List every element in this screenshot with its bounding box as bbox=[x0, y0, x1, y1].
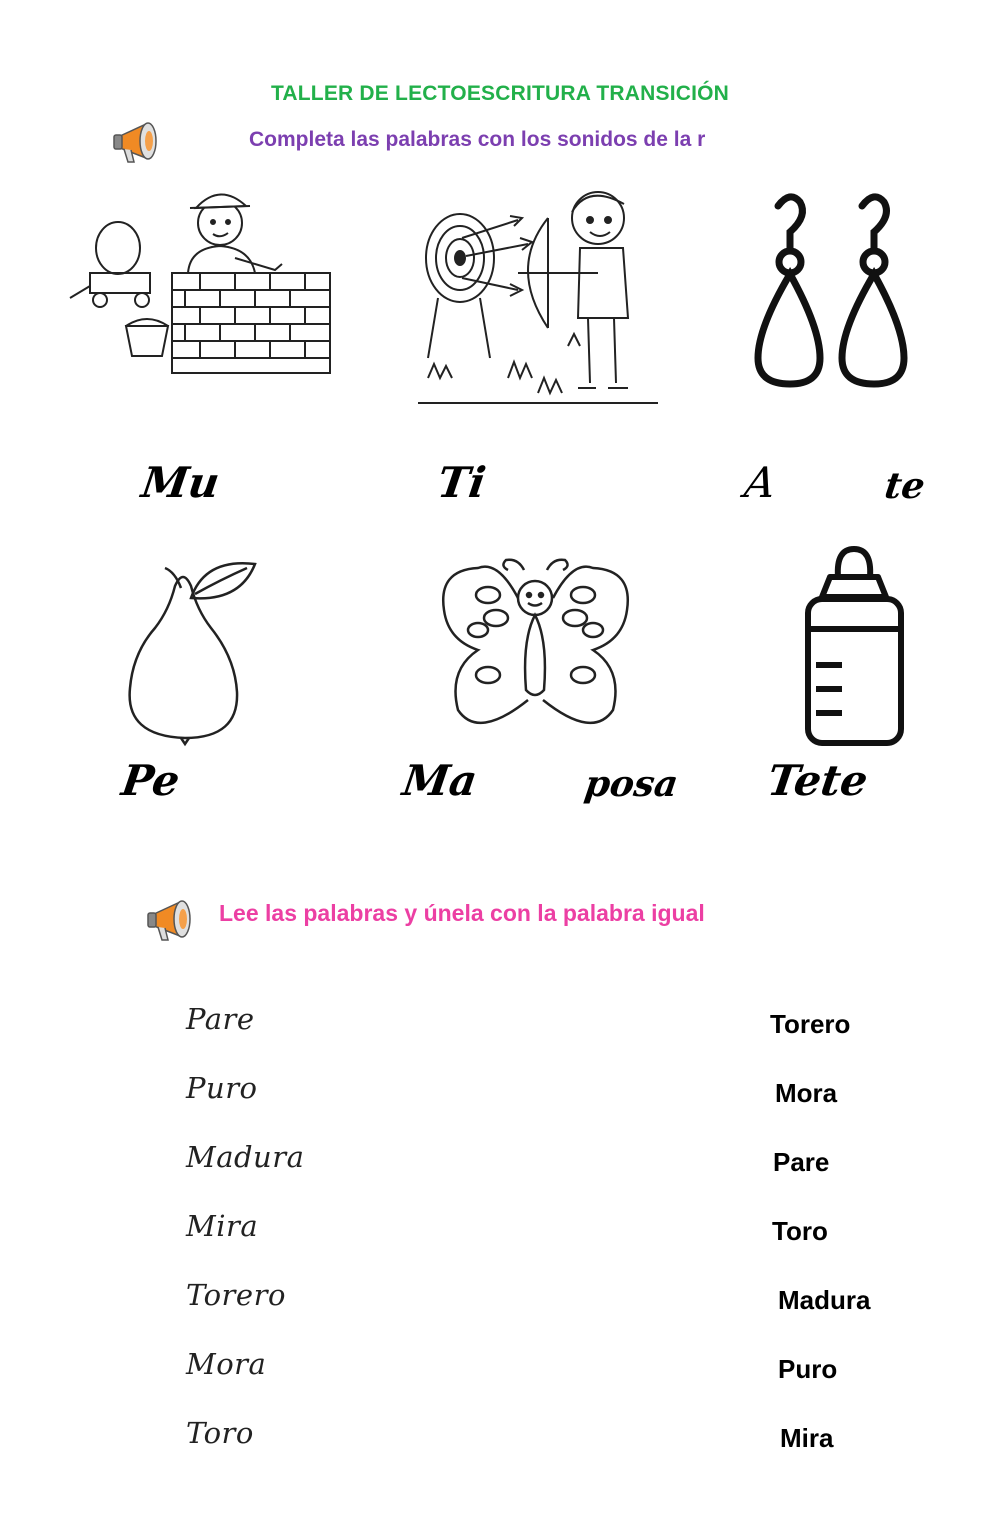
left-word-torero[interactable]: Torero bbox=[186, 1278, 286, 1312]
megaphone-icon[interactable] bbox=[146, 896, 202, 944]
right-word-madura[interactable]: Madura bbox=[778, 1285, 871, 1315]
page-title: TALLER DE LECTOESCRITURA TRANSICIÓN bbox=[270, 82, 730, 105]
right-word-puro[interactable]: Puro bbox=[778, 1354, 838, 1384]
bricklayer-picture bbox=[70, 178, 335, 378]
pear-icon bbox=[125, 558, 260, 748]
fill-word-a: A bbox=[741, 458, 779, 507]
fill-word-mu: Mu bbox=[138, 458, 223, 507]
left-word-mora[interactable]: Mora bbox=[186, 1347, 267, 1381]
right-word-torero[interactable]: Torero bbox=[770, 1009, 851, 1039]
earrings-icon bbox=[750, 188, 910, 388]
megaphone-icon[interactable] bbox=[112, 118, 168, 166]
baby-bottle-icon bbox=[802, 543, 907, 748]
right-word-pare[interactable]: Pare bbox=[773, 1147, 830, 1177]
fill-word-posa: posa bbox=[582, 763, 681, 805]
instruction-match-words: Lee las palabras y únela con la palabra igual bbox=[219, 900, 705, 926]
left-word-puro[interactable]: Puro bbox=[186, 1071, 258, 1105]
fill-word-ma: Ma bbox=[399, 756, 481, 805]
left-word-madura[interactable]: Madura bbox=[186, 1140, 305, 1174]
right-word-toro[interactable]: Toro bbox=[772, 1216, 828, 1246]
left-word-toro[interactable]: Toro bbox=[186, 1416, 254, 1450]
instruction-complete-words: Completa las palabras con los sonidos de la r bbox=[249, 128, 706, 151]
fill-word-tete: Tete bbox=[764, 756, 871, 805]
butterfly-icon bbox=[438, 550, 633, 745]
right-word-mora[interactable]: Mora bbox=[775, 1078, 838, 1108]
left-word-mira[interactable]: Mira bbox=[186, 1209, 259, 1243]
archer-girl-picture bbox=[418, 178, 658, 408]
fill-word-te: te bbox=[882, 465, 928, 507]
fill-word-ti: Ti bbox=[434, 458, 489, 507]
fill-word-pe: Pe bbox=[118, 756, 183, 805]
left-word-pare[interactable]: Pare bbox=[186, 1002, 255, 1036]
right-word-mira[interactable]: Mira bbox=[780, 1423, 834, 1453]
